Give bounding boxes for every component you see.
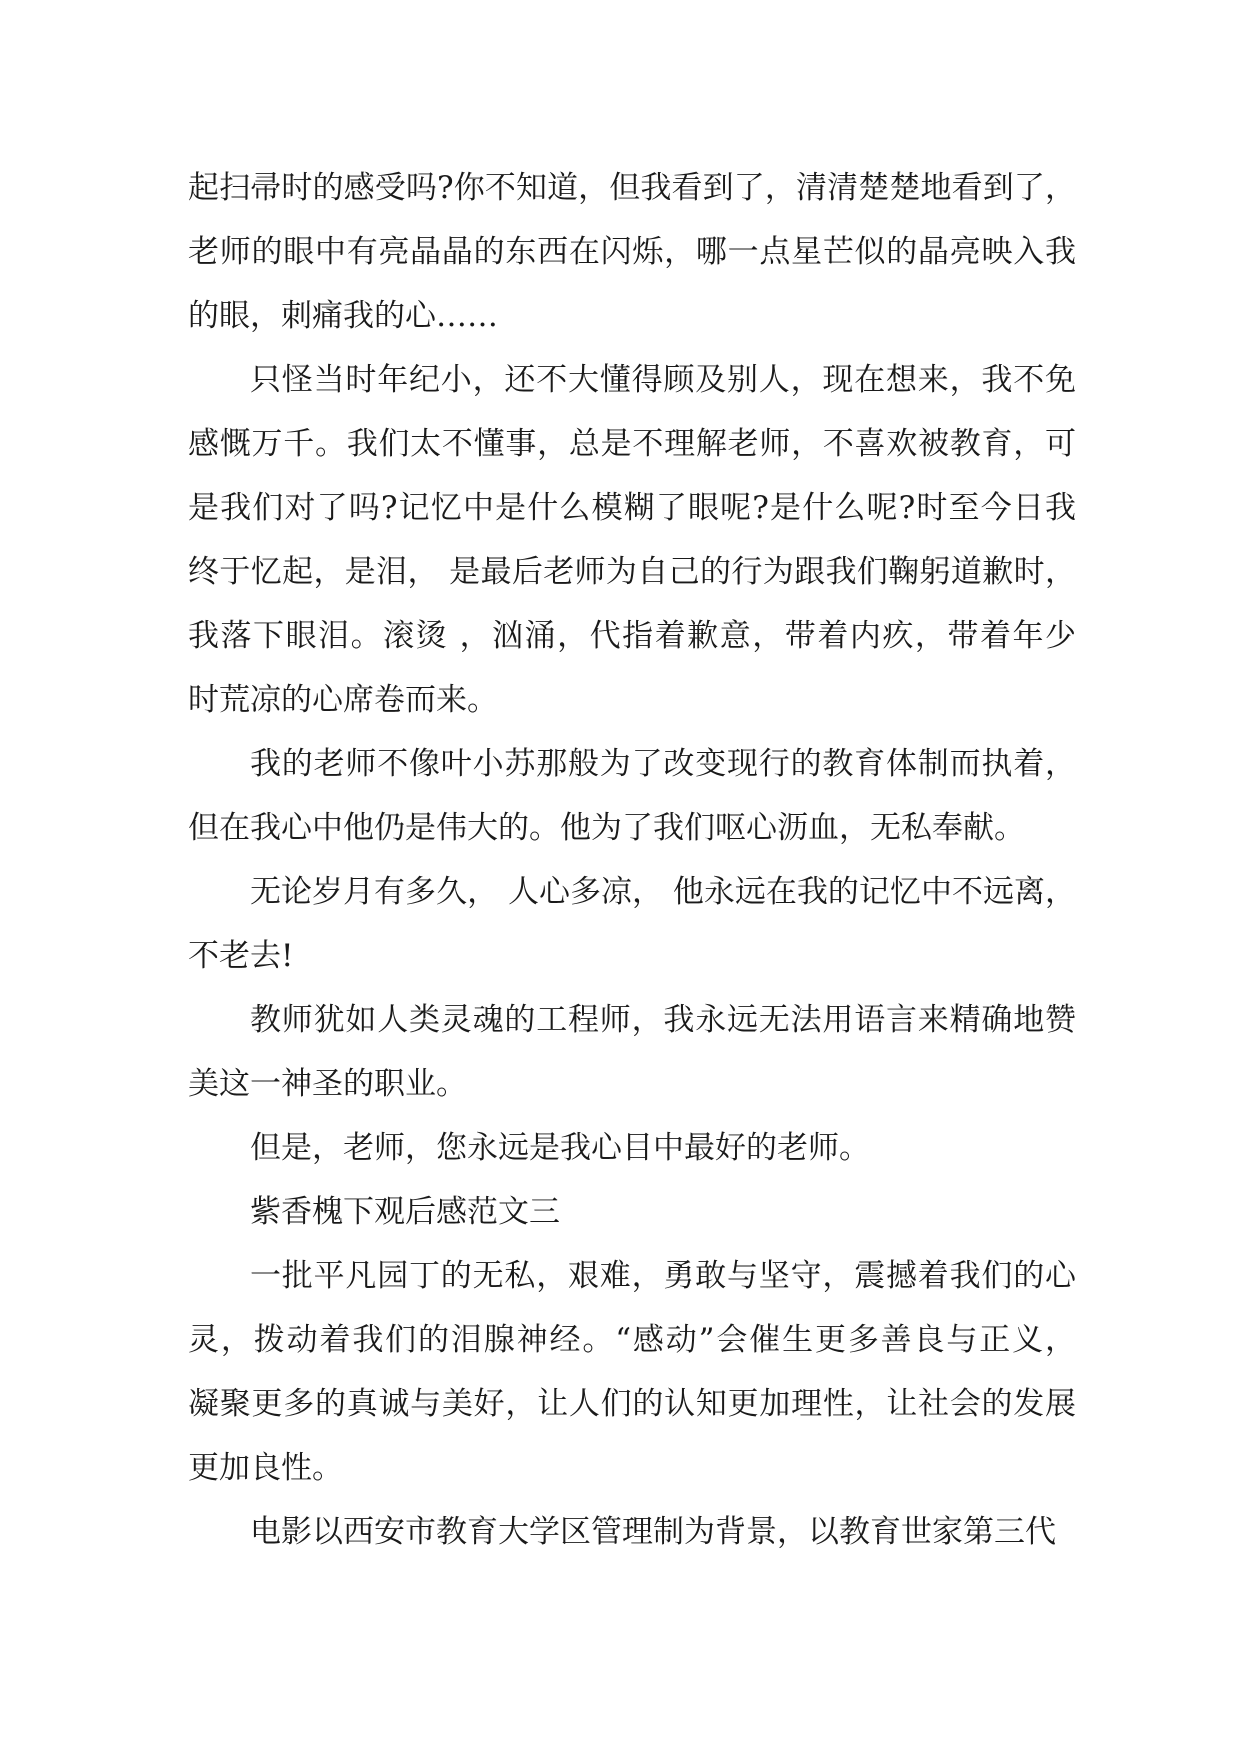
text-line: 的眼，刺痛我的心……: [188, 298, 498, 334]
text-line: 终于忆起，是泪， 是最后老师为自己的行为跟我们鞠躬道歉时，: [188, 554, 1076, 590]
paragraph: [188, 1500, 1076, 1564]
text-line: 无论岁月有多久， 人心多凉， 他永远在我的记忆中不远离，: [250, 874, 1076, 910]
paragraph: [188, 348, 1076, 732]
text-line: 更加良性。: [188, 1450, 343, 1486]
paragraph: [188, 1116, 1076, 1180]
document-body: [188, 156, 1076, 1564]
text-line: 只怪当时年纪小，还不大懂得顾及别人，现在想来，我不免: [250, 362, 1076, 398]
text-line: 一批平凡园丁的无私，艰难，勇敢与坚守，震撼着我们的心: [250, 1258, 1076, 1294]
paragraph: [188, 732, 1076, 860]
text-line: 我落下眼泪。滚烫 ，汹涌，代指着歉意，带着内疚，带着年少: [188, 618, 1076, 654]
text-line: 教师犹如人类灵魂的工程师，我永远无法用语言来精确地赞: [250, 1002, 1076, 1038]
text-line: 电影以西安市教育大学区管理制为背景，以教育世家第三代: [250, 1514, 1056, 1550]
text-line: 美这一神圣的职业。: [188, 1066, 467, 1102]
paragraph: [188, 1180, 1076, 1244]
paragraph: [188, 860, 1076, 988]
text-line: 不老去!: [188, 938, 294, 974]
text-line: 感慨万千。我们太不懂事，总是不理解老师，不喜欢被教育，可: [188, 426, 1076, 462]
text-line: 灵，拨动着我们的泪腺神经。“感动”会催生更多善良与正义，: [188, 1322, 1076, 1358]
paragraph: [188, 156, 1076, 348]
text-line: 但是，老师，您永远是我心目中最好的老师。: [250, 1130, 870, 1166]
text-line: 凝聚更多的真诚与美好，让人们的认知更加理性，让社会的发展: [188, 1386, 1076, 1422]
text-line: 我的老师不像叶小苏那般为了改变现行的教育体制而执着，: [250, 746, 1076, 782]
text-line: 紫香槐下观后感范文三: [250, 1194, 560, 1230]
text-line: 是我们对了吗?记忆中是什么模糊了眼呢?是什么呢?时至今日我: [188, 490, 1076, 526]
paragraph: [188, 1244, 1076, 1500]
text-line: 但在我心中他仍是伟大的。他为了我们呕心沥血，无私奉献。: [188, 810, 1025, 846]
text-line: 时荒凉的心席卷而来。: [188, 682, 498, 718]
text-line: 老师的眼中有亮晶晶的东西在闪烁，哪一点星芒似的晶亮映入我: [188, 234, 1076, 270]
paragraph: [188, 988, 1076, 1116]
text-line: 起扫帚时的感受吗?你不知道，但我看到了，清清楚楚地看到了，: [188, 170, 1076, 206]
